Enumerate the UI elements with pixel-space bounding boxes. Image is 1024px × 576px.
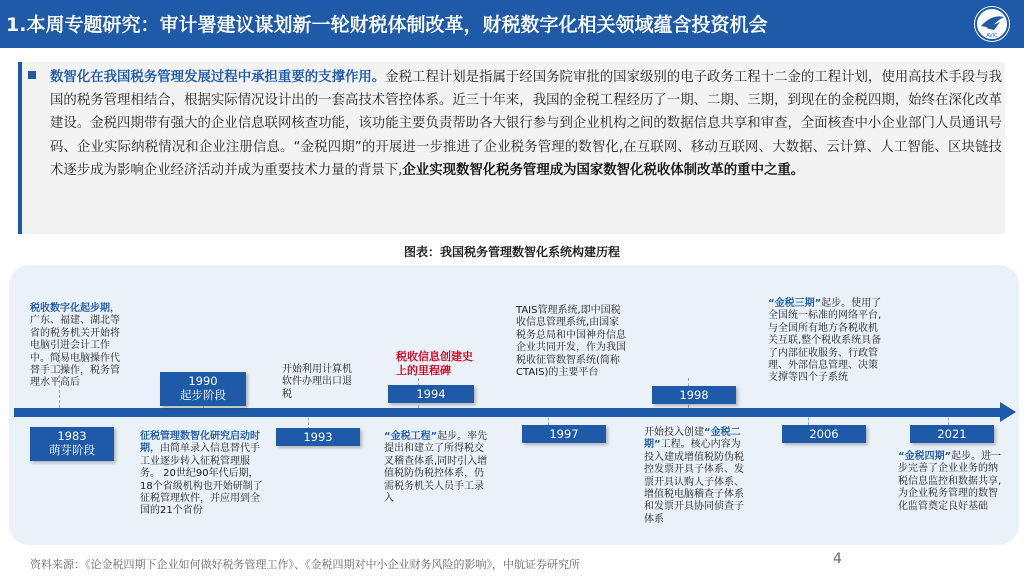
timeline-arrow-icon bbox=[1000, 402, 1016, 422]
event-1983-title: 税收数字化起步期 bbox=[30, 303, 110, 314]
summary-paragraph bbox=[50, 66, 1002, 182]
year-2006: 2006 bbox=[782, 425, 866, 443]
svg-text:AVIC: AVIC bbox=[986, 33, 998, 39]
event-2006-title: “金税三期” bbox=[768, 298, 822, 309]
event-1997: TAIS管理系统,即中国税收信息管理系统,由国家税务总局和中国神舟信息企业共同开发，作为我国税收征管数智系统(简称CTAIS)的主要平台 bbox=[516, 305, 626, 379]
panel-accent-bar bbox=[18, 62, 22, 234]
event-2021 bbox=[898, 451, 1006, 513]
source-note: 资料来源：《论金税四期下企业如何做好税务管理工作》、《金税四期对中小企业财务风险的影响》，中航证券研究所 bbox=[30, 558, 580, 571]
timeline-axis bbox=[14, 408, 1004, 417]
year-1983: 1983 萌芽阶段 bbox=[30, 427, 114, 461]
event-2021-body: 起步。进一步完善了企业业务的纳税信息监控和数据共享,为企业税务管理的数智化监管奠定良好基础 bbox=[898, 451, 1002, 512]
year-1990: 1990 起步阶段 bbox=[160, 372, 246, 406]
event-1990-title: 征税管理数智化研究启动时期 bbox=[140, 431, 260, 455]
event-1994-body: 起步。率先提出和建立了所得税交叉稽查体系,同时引入增值税防伪税控体系，仍需税务机关人员手工录入 bbox=[384, 431, 488, 505]
summary-body: 金税工程计划是指属于经国务院审批的国家级别的电子政务工程十二金的工程计划，使用高技术手段与我国的税务管理相结合，根据实际情况设计出的一套高技术管控体系。近三十年来，我国的金税工程经历了一期、二期、三期，到现在的金税四期，始终在深化改革建设。金税四期带有强大的企业信息联网核查功能，该功能主要负责帮助各大银行参与到企业机构之间的数据信息共享和审查，全面核查中小企业部门人员通讯号码、企业实际纳税情况和企业注册信息。“金税四期”的开展进一步推进了企业税务管理的数智化,在互联网、移动互联网、大数据、云计算、人工智能、区块链技术逐步成为影响企业经济活动并成为重要技术力量的背景下, bbox=[50, 70, 1002, 178]
figure-title: 图表：我国税务管理数智化系统构建历程 bbox=[403, 245, 620, 259]
event-1994-milestone-label: 税收信息创建史上的里程碑 bbox=[396, 350, 473, 378]
event-1998 bbox=[644, 427, 748, 526]
event-1998-title: “金税二期” bbox=[644, 427, 741, 451]
page-title: 1.本周专题研究：审计署建议谋划新一轮财税体制改革，财税数字化相关领域蕴含投资机会 bbox=[6, 14, 768, 36]
event-1994-milestone bbox=[396, 350, 480, 379]
event-1994 bbox=[384, 431, 488, 505]
event-1990 bbox=[140, 431, 266, 518]
title-bar bbox=[0, 0, 1024, 48]
summary-lead: 数智化在我国税务管理发展过程中承担重要的支撑作用。 bbox=[50, 70, 386, 85]
event-2006 bbox=[768, 298, 886, 385]
event-1993: 开始利用计算机软件办理出口退税 bbox=[282, 364, 352, 400]
year-2021: 2021 bbox=[910, 425, 994, 443]
event-1994-title: “金税工程” bbox=[384, 431, 438, 442]
event-1998-body: 工程。核心内容为投入建成增值税防伪税控发票开具子体系、发票开具认购人子体系、增值税电脑稽查子体系和发票开具协同侦查子体系 bbox=[644, 439, 744, 525]
event-1983 bbox=[30, 303, 122, 390]
event-1990-body: ，由简单录入信息替代手工业逐步转入征税管理服务。 20世纪90年代后期，18个省级机构也开始研制了征税管理软件，并应用到全国的21个省份 bbox=[140, 443, 263, 517]
year-1998: 1998 bbox=[652, 386, 736, 404]
event-1998-pre: 开始投入创建 bbox=[644, 427, 704, 438]
bullet-square-icon bbox=[28, 71, 36, 79]
year-1997: 1997 bbox=[522, 425, 606, 443]
event-2021-title: “金税四期” bbox=[898, 451, 952, 462]
plane-logo-icon bbox=[974, 6, 1010, 42]
summary-panel bbox=[18, 62, 1005, 234]
year-1993: 1993 bbox=[276, 428, 360, 446]
company-logo bbox=[974, 6, 1010, 42]
event-1983-body: ，广东、福建、湖北等省的税务机关开始将电脑引进会计工作中。简易电脑操作代替手工操作，税务管理水平高后 bbox=[30, 303, 120, 389]
page-number: 4 bbox=[833, 551, 842, 567]
summary-conclusion: 企业实现数智化税务管理成为国家数智化税收体制改革的重中之重。 bbox=[402, 162, 805, 178]
event-2006-body: 起步。使用了全国统一标准的网络平台,与全国所有地方各税收机关互联,整个税收系统具备了内部征收服务、行政管理、外部信息管理、决策支撑等四个子系统 bbox=[768, 298, 882, 384]
year-1994: 1994 bbox=[388, 385, 474, 403]
